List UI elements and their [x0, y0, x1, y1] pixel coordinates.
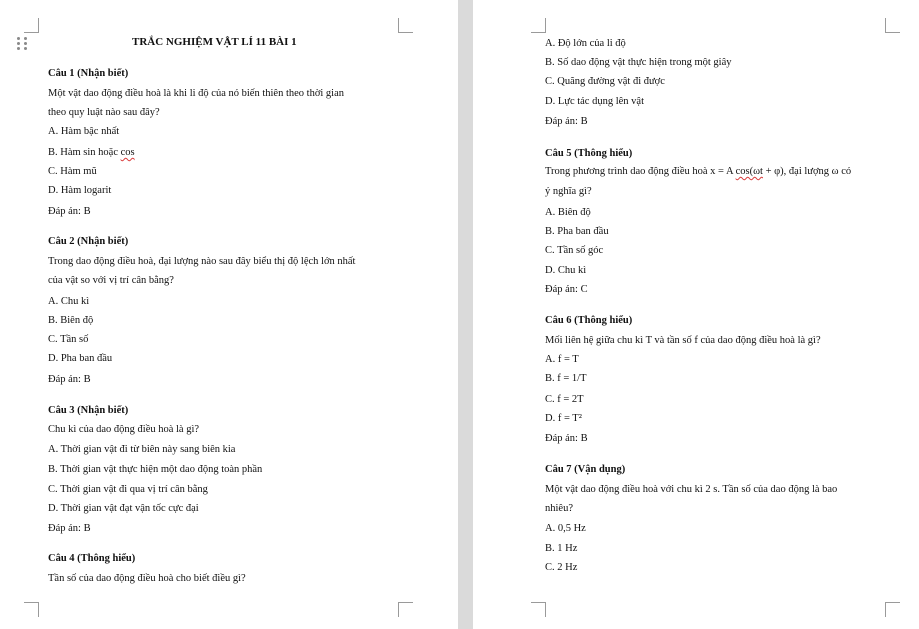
text-line: A. 0,5 Hz: [545, 523, 586, 534]
spellcheck-flagged-word[interactable]: cos: [120, 147, 135, 158]
text-line: A. Biên độ: [545, 207, 591, 218]
text-line: A. Thời gian vật đi từ biên này sang biên kia: [48, 444, 236, 455]
text-line: Tần số của dao động điều hoà cho biết điều gì?: [48, 573, 246, 584]
text-line: của vật so với vị trí cân bằng?: [48, 275, 174, 286]
text-line: D. Hàm logarit: [48, 185, 112, 196]
text-line: C. Hàm mũ: [48, 166, 97, 177]
question-heading: Câu 2 (Nhận biết): [48, 236, 129, 247]
text-line: Mối liên hệ giữa chu kì T và tần số f của dao động điều hoà là gì?: [545, 335, 821, 346]
text-line: B. Thời gian vật thực hiện một dao động toàn phần: [48, 464, 263, 475]
page-gap: [458, 0, 473, 629]
text-line: Trong dao động điều hoà, đại lượng nào sau đây biểu thị độ lệch lớn nhất: [48, 256, 356, 267]
table-move-handle-icon[interactable]: [16, 37, 30, 51]
text-line: B. Biên độ: [48, 315, 94, 326]
text-line: C. f = 2T: [545, 394, 584, 405]
question-heading: Câu 6 (Thông hiểu): [545, 315, 633, 326]
text-line: D. Lực tác dụng lên vật: [545, 96, 644, 107]
text-line: C. 2 Hz: [545, 562, 578, 573]
text-line: [48, 146, 135, 159]
text-line: Đáp án: B: [545, 116, 588, 127]
text-line: C. Thời gian vật đi qua vị trí cân bằng: [48, 484, 208, 495]
text-line: D. Chu kì: [545, 265, 587, 276]
text-line: A. f = T: [545, 354, 579, 365]
text-segment: B. Hàm sin hoặc: [48, 147, 121, 158]
crop-mark-bottom-left: [24, 602, 39, 617]
crop-mark-top-left: [24, 18, 39, 33]
crop-mark-bottom-right: [398, 602, 413, 617]
text-segment: + φ), đại lượng ω có: [762, 166, 852, 177]
text-line: C. Quãng đường vật đi được: [545, 76, 665, 87]
text-line: A. Chu kì: [48, 296, 90, 307]
text-line: B. Pha ban đầu: [545, 226, 609, 237]
crop-mark-top-left: [531, 18, 546, 33]
text-line: B. f = 1/T: [545, 373, 587, 384]
text-line: [545, 165, 851, 178]
text-line: D. Thời gian vật đạt vận tốc cực đại: [48, 503, 199, 514]
text-line: Đáp án: B: [48, 374, 91, 385]
spellcheck-flagged-word[interactable]: cos(ωt: [735, 166, 763, 177]
text-line: Một vật dao động điều hoà là khi li độ của nó biến thiên theo thời gian: [48, 88, 344, 99]
crop-mark-top-right: [398, 18, 413, 33]
crop-mark-bottom-right: [885, 602, 900, 617]
text-line: C. Tần số: [48, 334, 89, 345]
text-line: theo quy luật nào sau đây?: [48, 107, 160, 118]
question-heading: Câu 1 (Nhận biết): [48, 68, 129, 79]
text-line: B. 1 Hz: [545, 543, 578, 554]
crop-mark-bottom-left: [531, 602, 546, 617]
text-line: Một vật dao động điều hoà với chu kì 2 s. Tần số của dao động là bao: [545, 484, 838, 495]
document-title: TRẮC NGHIỆM VẬT LÍ 11 BÀI 1: [132, 36, 297, 48]
document-page-right: [473, 0, 919, 629]
crop-mark-top-right: [885, 18, 900, 33]
text-line: Đáp án: B: [48, 206, 91, 217]
question-heading: Câu 3 (Nhận biết): [48, 405, 129, 416]
text-line: D. Pha ban đầu: [48, 353, 113, 364]
text-segment: Trong phương trình dao động điều hoà x = A: [545, 166, 736, 177]
question-heading: Câu 5 (Thông hiểu): [545, 148, 633, 159]
text-line: C. Tần số góc: [545, 245, 604, 256]
text-line: Chu kì của dao động điều hoà là gì?: [48, 424, 200, 435]
text-line: Đáp án: B: [48, 523, 91, 534]
document-page-left: [0, 0, 458, 629]
text-line: Đáp án: C: [545, 284, 588, 295]
text-line: Đáp án: B: [545, 433, 588, 444]
text-line: D. f = T²: [545, 413, 582, 424]
text-line: ý nghĩa gì?: [545, 186, 592, 197]
text-line: A. Độ lớn của li độ: [545, 38, 626, 49]
question-heading: Câu 7 (Vận dụng): [545, 464, 626, 475]
text-line: A. Hàm bậc nhất: [48, 126, 120, 137]
text-line: B. Số dao động vật thực hiện trong một giây: [545, 57, 732, 68]
text-line: nhiêu?: [545, 503, 573, 514]
question-heading: Câu 4 (Thông hiểu): [48, 553, 136, 564]
